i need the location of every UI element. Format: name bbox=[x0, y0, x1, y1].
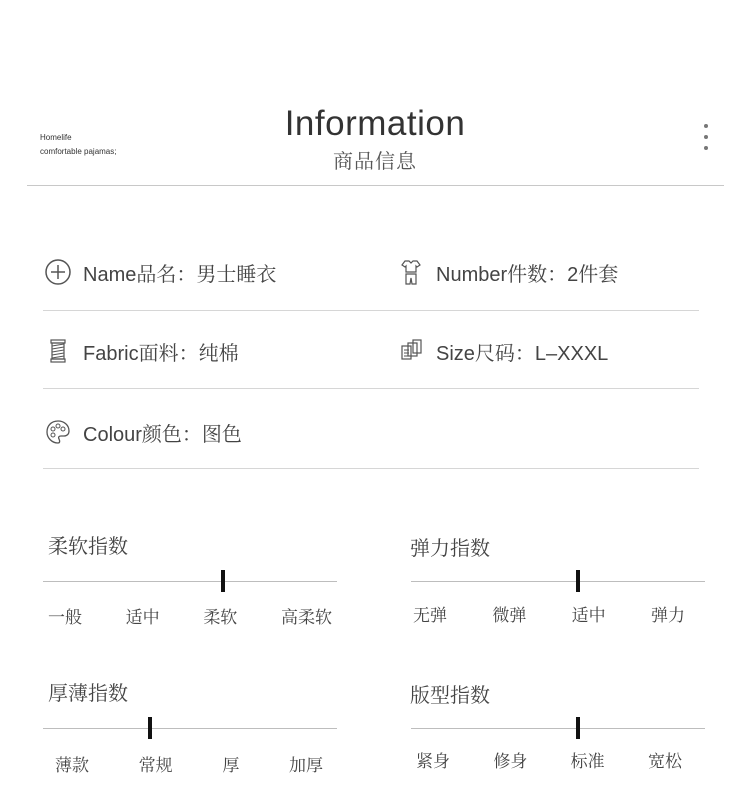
thickness-track bbox=[43, 728, 337, 729]
fabric-spool-icon bbox=[43, 336, 73, 366]
softness-label: 高柔软 bbox=[280, 608, 332, 627]
header-divider bbox=[27, 185, 724, 186]
elasticity-label: 微弹 bbox=[492, 606, 527, 625]
softness-marker bbox=[221, 570, 225, 592]
fit-label: 修身 bbox=[493, 752, 528, 771]
thickness-labels bbox=[55, 751, 323, 776]
thickness-marker bbox=[148, 717, 152, 739]
info-divider bbox=[43, 310, 699, 311]
softness-title: 柔软指数 bbox=[48, 536, 128, 558]
thickness-label: 厚 bbox=[222, 756, 240, 775]
info-divider bbox=[43, 468, 699, 469]
size-tag-icon bbox=[396, 336, 426, 366]
elasticity-label: 适中 bbox=[571, 606, 606, 625]
softness-label: 一般 bbox=[48, 608, 82, 627]
plus-circle-icon bbox=[43, 257, 73, 287]
fit-label: 紧身 bbox=[416, 752, 450, 771]
fit-title: 版型指数 bbox=[410, 685, 490, 707]
elasticity-track bbox=[411, 581, 705, 582]
elasticity-title: 弹力指数 bbox=[410, 538, 490, 560]
fit-label: 宽松 bbox=[647, 752, 682, 771]
brand-line-2: comfortable pajamas; bbox=[40, 147, 117, 156]
info-fabric bbox=[43, 336, 239, 366]
palette-icon bbox=[43, 417, 73, 447]
elasticity-labels bbox=[413, 601, 685, 626]
pajamas-set-icon bbox=[396, 257, 426, 287]
fit-track bbox=[411, 728, 705, 729]
info-divider bbox=[43, 388, 699, 389]
info-colour-text: Colour颜色：图色 bbox=[83, 423, 242, 446]
elasticity-label: 无弹 bbox=[413, 606, 447, 625]
more-menu-icon[interactable] bbox=[700, 124, 712, 156]
info-name-text: Name品名：男士睡衣 bbox=[83, 263, 277, 286]
info-colour bbox=[43, 417, 242, 447]
thickness-label: 薄款 bbox=[55, 756, 89, 775]
page-subtitle: 商品信息 bbox=[333, 151, 417, 173]
elasticity-label: 弹力 bbox=[650, 606, 685, 625]
fit-marker bbox=[576, 717, 580, 739]
softness-track bbox=[43, 581, 337, 582]
thickness-label: 常规 bbox=[138, 756, 173, 775]
thickness-label: 加厚 bbox=[288, 756, 323, 775]
thickness-title: 厚薄指数 bbox=[48, 683, 128, 705]
info-fabric-text: Fabric面料：纯棉 bbox=[83, 342, 239, 365]
softness-labels bbox=[48, 603, 332, 628]
elasticity-marker bbox=[576, 570, 580, 592]
info-name bbox=[43, 257, 276, 287]
page-title: Information bbox=[284, 104, 466, 143]
softness-label: 柔软 bbox=[203, 608, 238, 627]
brand-line-1: Homelife bbox=[40, 133, 72, 142]
info-size-text: Size尺码：L–XXXL bbox=[436, 342, 609, 365]
info-size bbox=[396, 336, 608, 366]
softness-label: 适中 bbox=[125, 608, 160, 627]
info-number bbox=[396, 257, 618, 287]
fit-label: 标准 bbox=[570, 752, 605, 771]
info-number-text: Number件数：2件套 bbox=[436, 263, 619, 286]
fit-labels bbox=[416, 747, 682, 772]
